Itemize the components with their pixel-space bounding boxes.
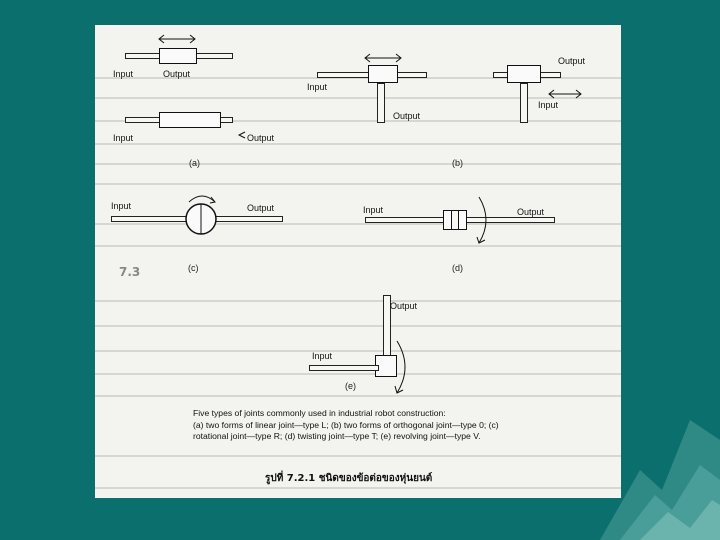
caption-line: (a) two forms of linear joint—type L; (b) two forms of orthogonal joint—type 0; (c) [193, 419, 499, 430]
label-output: Output [163, 69, 191, 79]
figure-caption-english [193, 408, 583, 443]
revolve-arrow-icon [393, 339, 413, 395]
rod [520, 83, 528, 123]
figure-caption-thai: รูปที่ 7.2.1 ชนิดของข้อต่อของหุ่นยนต์ [265, 473, 433, 484]
curved-arrow-icon [187, 190, 217, 204]
rod [213, 216, 283, 222]
arrow-double-icon [547, 89, 583, 99]
arrow-double-icon [157, 34, 197, 44]
label-input: Input [312, 351, 333, 361]
label-output: Output [393, 111, 421, 121]
label-input: Input [111, 201, 132, 211]
sleeve [159, 112, 221, 128]
label-output: Output [390, 301, 418, 311]
label-input: Input [363, 205, 384, 215]
sublabel-d: (d) [452, 263, 463, 273]
sublabel-b: (b) [452, 158, 463, 168]
sleeve [368, 65, 398, 83]
arrow-double-icon [363, 53, 403, 63]
rod [377, 83, 385, 123]
label-input: Input [113, 69, 134, 79]
label-input: Input [113, 133, 134, 143]
scanned-page [95, 25, 621, 498]
sublabel-c: (c) [188, 263, 199, 273]
sleeve [507, 65, 541, 83]
rod [309, 365, 379, 371]
label-output: Output [247, 133, 275, 143]
sleeve [159, 48, 197, 64]
rod [451, 210, 459, 230]
label-output: Output [247, 203, 275, 213]
label-input: Input [307, 82, 328, 92]
label-output: Output [558, 56, 586, 66]
caption-line: Five types of joints commonly used in industrial robot construction: [193, 408, 446, 418]
background-heading: 7.3 [119, 265, 141, 279]
twist-arrow-icon [475, 195, 495, 245]
label-output: Output [517, 207, 545, 217]
sublabel-e: (e) [345, 381, 356, 391]
sublabel-a: (a) [189, 158, 200, 168]
rotational-joint-icon [181, 201, 221, 241]
caption-line: rotational joint—type R; (d) twisting joint—type T; (e) revolving joint—type V. [193, 431, 481, 441]
label-input: Input [538, 100, 559, 110]
arrow-double-icon [237, 131, 247, 139]
